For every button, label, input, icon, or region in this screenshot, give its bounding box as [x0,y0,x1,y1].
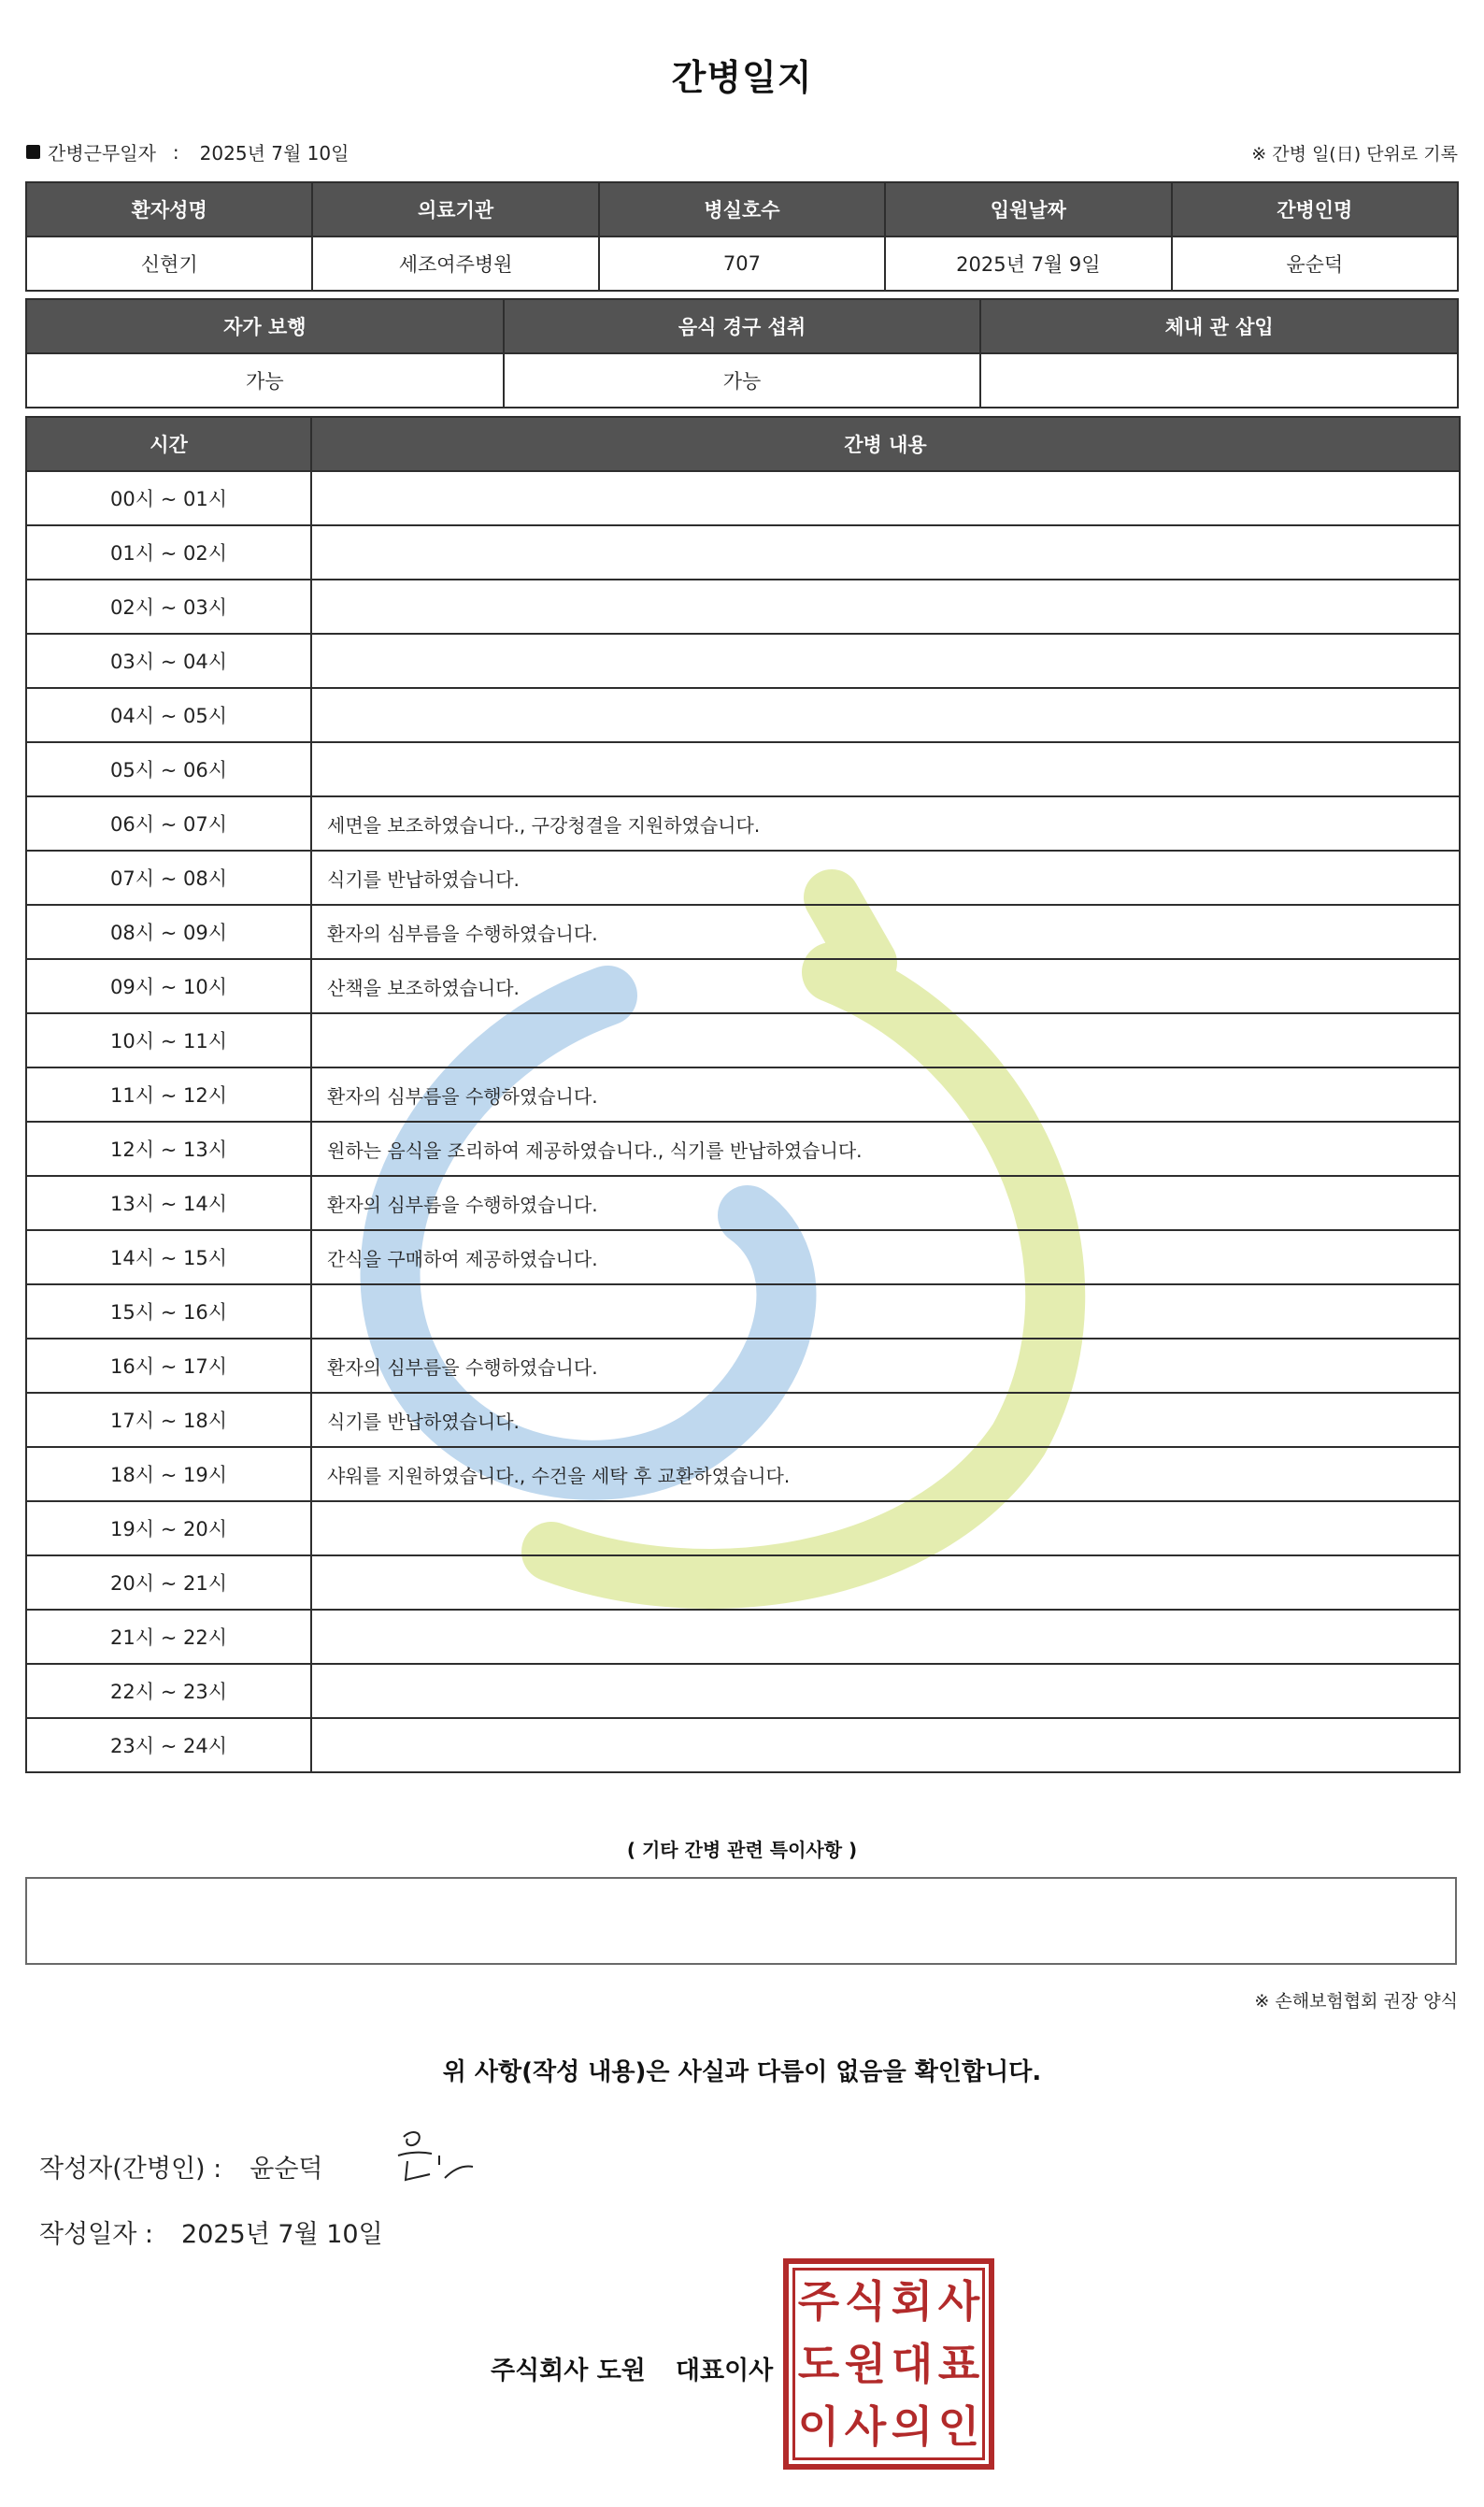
patient-info-header-row [26,182,1458,236]
care-log-row [26,688,1460,742]
header-admission-date: 입원날짜 [885,182,1171,236]
care-log-content: 간식을 구매하여 제공하였습니다. [311,1230,1460,1284]
value-patient-name: 신현기 [26,236,312,291]
value-tube-insertion [980,353,1458,408]
seal-character: 도 [797,2338,840,2389]
care-log-content: 세면을 보조하였습니다., 구강청결을 지원하였습니다. [311,796,1460,851]
association-note: ※ 손해보험협회 권장 양식 [1254,1991,1458,2012]
patient-info-table [25,181,1459,292]
header-caregiver-name: 간병인명 [1172,182,1458,236]
care-log-row [26,580,1460,634]
care-log-content [311,1013,1460,1067]
care-log-time: 02시 ~ 03시 [26,580,311,634]
company-seal-stamp [783,2258,994,2470]
seal-character: 주 [797,2276,840,2328]
care-log-content [311,1610,1460,1664]
care-log-time: 13시 ~ 14시 [26,1176,311,1230]
seal-character: 원 [844,2338,887,2389]
header-oral-intake: 음식 경구 섭취 [504,299,981,353]
care-log-time: 10시 ~ 11시 [26,1013,311,1067]
care-log-time: 22시 ~ 23시 [26,1664,311,1718]
seal-character: 의 [891,2400,934,2452]
care-log-row [26,1013,1460,1067]
care-log-row [26,1176,1460,1230]
handwritten-signature [391,2124,480,2195]
seal-character: 식 [844,2276,887,2328]
care-log-time: 17시 ~ 18시 [26,1393,311,1447]
care-log-content [311,525,1460,580]
header-care-content: 간병 내용 [311,417,1460,471]
write-date-label: 작성일자 : [39,2220,154,2249]
care-log-time: 21시 ~ 22시 [26,1610,311,1664]
patient-status-table [25,298,1459,408]
care-log-time: 15시 ~ 16시 [26,1284,311,1339]
care-log-content [311,580,1460,634]
patient-status-header-row [26,299,1458,353]
care-log-time: 14시 ~ 15시 [26,1230,311,1284]
value-caregiver-name: 윤순덕 [1172,236,1458,291]
care-log-time: 23시 ~ 24시 [26,1718,311,1772]
extra-notes-caption: ( 기타 간병 관련 특이사항 ) [626,1839,858,1861]
writer-row [39,2148,323,2185]
care-log-row [26,1718,1460,1772]
care-log-content [311,688,1460,742]
care-log-content: 환자의 심부름을 수행하였습니다. [311,1176,1460,1230]
care-log-time: 09시 ~ 10시 [26,959,311,1013]
care-log-row [26,1610,1460,1664]
value-hospital: 세조여주병원 [312,236,598,291]
extra-notes-box [25,1877,1457,1965]
care-log-time: 06시 ~ 07시 [26,796,311,851]
care-log-row [26,1067,1460,1122]
care-log-row [26,1230,1460,1284]
care-log-content [311,1284,1460,1339]
care-log-row [26,1393,1460,1447]
bullet-square-icon [26,145,40,159]
company-name: 주식회사 도원 [491,2357,646,2385]
work-date-separator: : [172,140,179,164]
care-log-content [311,1555,1460,1610]
care-log-content: 환자의 심부름을 수행하였습니다. [311,905,1460,959]
care-log-content [311,1501,1460,1555]
seal-character: 대 [891,2338,934,2389]
care-log-time: 05시 ~ 06시 [26,742,311,796]
care-log-content: 원하는 음식을 조리하여 제공하였습니다., 식기를 반납하였습니다. [311,1122,1460,1176]
unit-note: ※ 간병 일(日) 단위로 기록 [1251,144,1458,165]
representative-title: 대표이사 [675,2357,774,2385]
seal-character: 사 [937,2276,980,2328]
care-log-content [311,634,1460,688]
care-log-time: 03시 ~ 04시 [26,634,311,688]
care-log-content [311,742,1460,796]
write-date-value: 2025년 7월 10일 [181,2220,383,2249]
care-log-time: 08시 ~ 09시 [26,905,311,959]
company-line [491,2350,773,2386]
work-date-row [26,138,349,165]
care-log-time: 19시 ~ 20시 [26,1501,311,1555]
work-date-value: 2025년 7월 10일 [199,142,350,165]
care-log-row [26,525,1460,580]
care-log-row [26,959,1460,1013]
care-log-content: 샤워를 지원하였습니다., 수건을 세탁 후 교환하였습니다. [311,1447,1460,1501]
care-log-row [26,1122,1460,1176]
care-log-row [26,1501,1460,1555]
care-log-time: 20시 ~ 21시 [26,1555,311,1610]
work-date-label: 간병근무일자 [48,142,156,165]
care-log-time: 16시 ~ 17시 [26,1339,311,1393]
care-log-row [26,1284,1460,1339]
header-tube-insertion: 체내 관 삽입 [980,299,1458,353]
care-log-row [26,905,1460,959]
care-log-row [26,1339,1460,1393]
seal-grid [792,2268,985,2460]
header-hospital: 의료기관 [312,182,598,236]
care-log-row [26,796,1460,851]
value-room: 707 [599,236,885,291]
care-log-row [26,634,1460,688]
care-log-content [311,471,1460,525]
care-log-header-row [26,417,1460,471]
care-log-row [26,851,1460,905]
care-log-time: 04시 ~ 05시 [26,688,311,742]
writer-label: 작성자(간병인) : [39,2155,222,2184]
value-admission-date: 2025년 7월 9일 [885,236,1171,291]
care-log-time: 18시 ~ 19시 [26,1447,311,1501]
seal-character: 사 [844,2400,887,2452]
care-log-row [26,1664,1460,1718]
care-log-time: 07시 ~ 08시 [26,851,311,905]
care-log-time: 01시 ~ 02시 [26,525,311,580]
page-title: 간병일지 [671,57,813,98]
value-self-walking: 가능 [26,353,504,408]
seal-character: 회 [891,2276,934,2328]
writer-name: 윤순덕 [250,2155,323,2184]
write-date-row [39,2213,383,2250]
care-log-time: 00시 ~ 01시 [26,471,311,525]
care-log-row [26,471,1460,525]
seal-character: 표 [937,2338,980,2389]
care-log-content: 환자의 심부름을 수행하였습니다. [311,1339,1460,1393]
patient-status-value-row [26,353,1458,408]
care-log-time: 12시 ~ 13시 [26,1122,311,1176]
care-log-content [311,1718,1460,1772]
confirmation-statement: 위 사항(작성 내용)은 사실과 다름이 없음을 확인합니다. [442,2058,1042,2086]
care-log-row [26,1555,1460,1610]
care-log-content: 식기를 반납하였습니다. [311,1393,1460,1447]
care-log-content: 환자의 심부름을 수행하였습니다. [311,1067,1460,1122]
seal-character: 이 [797,2400,840,2452]
care-log-row [26,742,1460,796]
care-log-row [26,1447,1460,1501]
care-log-time: 11시 ~ 12시 [26,1067,311,1122]
header-patient-name: 환자성명 [26,182,312,236]
care-log-content [311,1664,1460,1718]
header-room: 병실호수 [599,182,885,236]
care-log-table [25,416,1461,1773]
value-oral-intake: 가능 [504,353,981,408]
seal-character: 인 [937,2400,980,2452]
header-time: 시간 [26,417,311,471]
header-self-walking: 자가 보행 [26,299,504,353]
patient-info-value-row [26,236,1458,291]
care-log-content: 식기를 반납하였습니다. [311,851,1460,905]
care-log-content: 산책을 보조하였습니다. [311,959,1460,1013]
